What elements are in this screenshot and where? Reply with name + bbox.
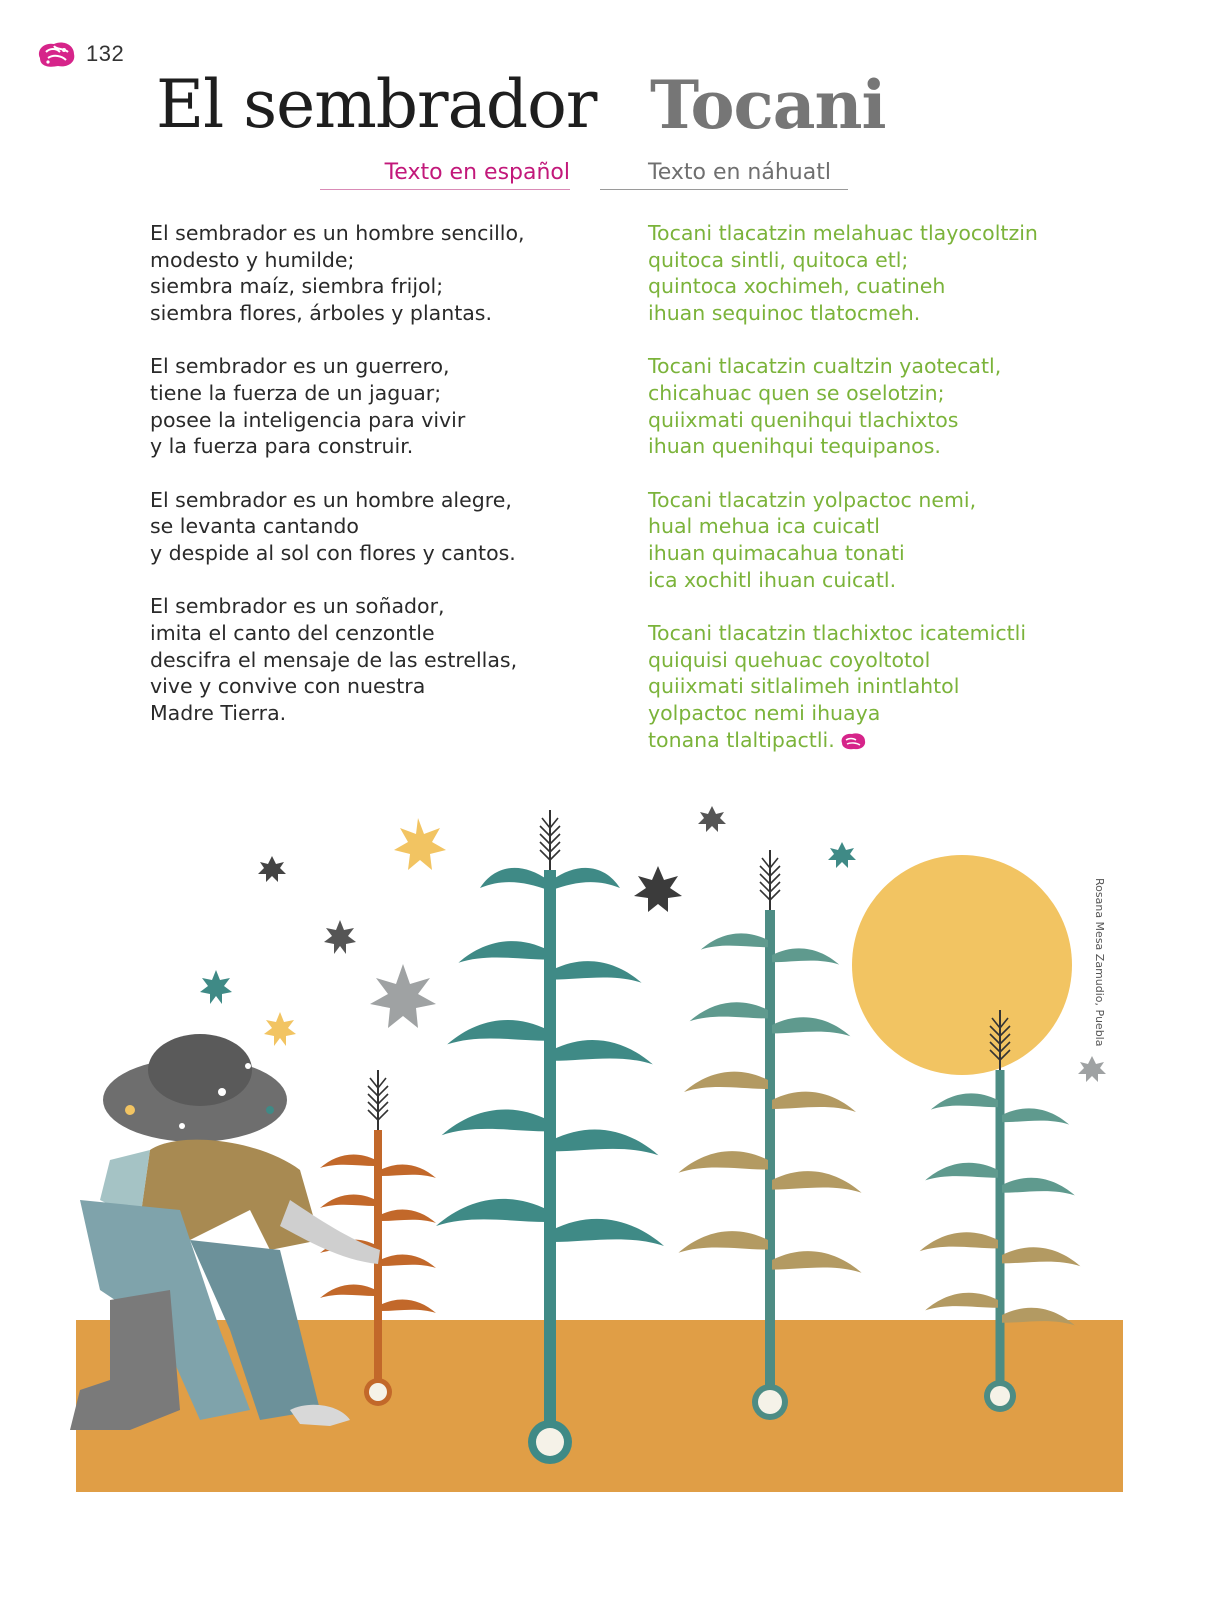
poem-line: yolpactoc nemi ihuaya — [648, 701, 881, 726]
stanza — [648, 487, 1038, 594]
poem-line: tiene la fuerza de un jaguar; — [150, 381, 442, 406]
poem-line: vive y convive con nuestra — [150, 674, 426, 699]
stanza — [648, 620, 1038, 754]
stanza — [150, 353, 525, 460]
poem-line: Tocani tlacatzin cualtzin yaotecatl, — [648, 354, 1002, 379]
poem-line: quiquisi quehuac coyoltotol — [648, 647, 931, 672]
poem-line: quitoca sintli, quitoca etl; — [648, 247, 909, 272]
poem-line: descifra el mensaje de las estrellas, — [150, 647, 518, 672]
end-glyph-icon — [839, 731, 867, 751]
poem-line: Madre Tierra. — [150, 701, 287, 726]
poem-line: Tocani tlacatzin melahuac tlayocoltzin — [648, 221, 1038, 245]
poem-line: hual mehua ica cuicatl — [648, 514, 880, 539]
poem-line: quiixmati sitlalimeh inintlahtol — [648, 674, 960, 699]
illustration — [0, 770, 1214, 1530]
poem-line: quiixmati quenihqui tlachixtos — [648, 407, 959, 432]
stanza — [648, 220, 1038, 327]
title-spanish: El sembrador — [156, 66, 597, 143]
poem-spanish — [150, 220, 525, 753]
stanza — [150, 220, 525, 327]
poem-line: Tocani tlacatzin tlachixtoc icatemictli — [648, 620, 1027, 645]
poem-line: quintoca xochimeh, cuatineh — [648, 274, 946, 299]
poem-line: El sembrador es un hombre sencillo, — [150, 221, 525, 245]
poem-line: ihuan quimacahua tonati — [648, 541, 905, 566]
stanza — [150, 593, 525, 727]
poem-line: y despide al sol con flores y cantos. — [150, 541, 516, 566]
glyph-logo-icon — [34, 38, 78, 70]
poem-line: y la fuerza para construir. — [150, 434, 414, 459]
poem-line: siembra maíz, siembra frijol; — [150, 274, 444, 299]
poem-line: imita el canto del cenzontle — [150, 620, 435, 645]
poem-line — [648, 727, 1038, 754]
title-nahuatl: Tocani — [650, 66, 886, 144]
poem-line: El sembrador es un soñador, — [150, 594, 445, 619]
poem-line: ihuan quenihqui tequipanos. — [648, 434, 941, 459]
poem-line: ica xochitl ihuan cuicatl. — [648, 567, 897, 592]
sun — [852, 855, 1072, 1075]
poem-line: chicahuac quen se oselotzin; — [648, 381, 945, 406]
page-header — [34, 38, 124, 70]
poem-line: ihuan sequinoc tlatocmeh. — [648, 301, 921, 326]
poem-nahuatl — [648, 220, 1038, 780]
illustration-credit: Rosana Mesa Zamudio, Puebla — [1093, 878, 1106, 1047]
poem-line: modesto y humilde; — [150, 247, 355, 272]
subtitle-nahuatl: Texto en náhuatl — [600, 160, 848, 190]
poem-line: siembra flores, árboles y plantas. — [150, 301, 492, 326]
poem-line-text: tonana tlaltipactli. — [648, 727, 835, 752]
subtitle-spanish: Texto en español — [320, 160, 570, 190]
poem-line: El sembrador es un guerrero, — [150, 354, 450, 379]
poem-line: El sembrador es un hombre alegre, — [150, 487, 512, 512]
stanza — [648, 353, 1038, 460]
poem-line: posee la inteligencia para vivir — [150, 407, 466, 432]
page-number: 132 — [86, 41, 125, 66]
stanza — [150, 487, 525, 567]
poem-line: Tocani tlacatzin yolpactoc nemi, — [648, 487, 977, 512]
poem-line: se levanta cantando — [150, 514, 359, 539]
